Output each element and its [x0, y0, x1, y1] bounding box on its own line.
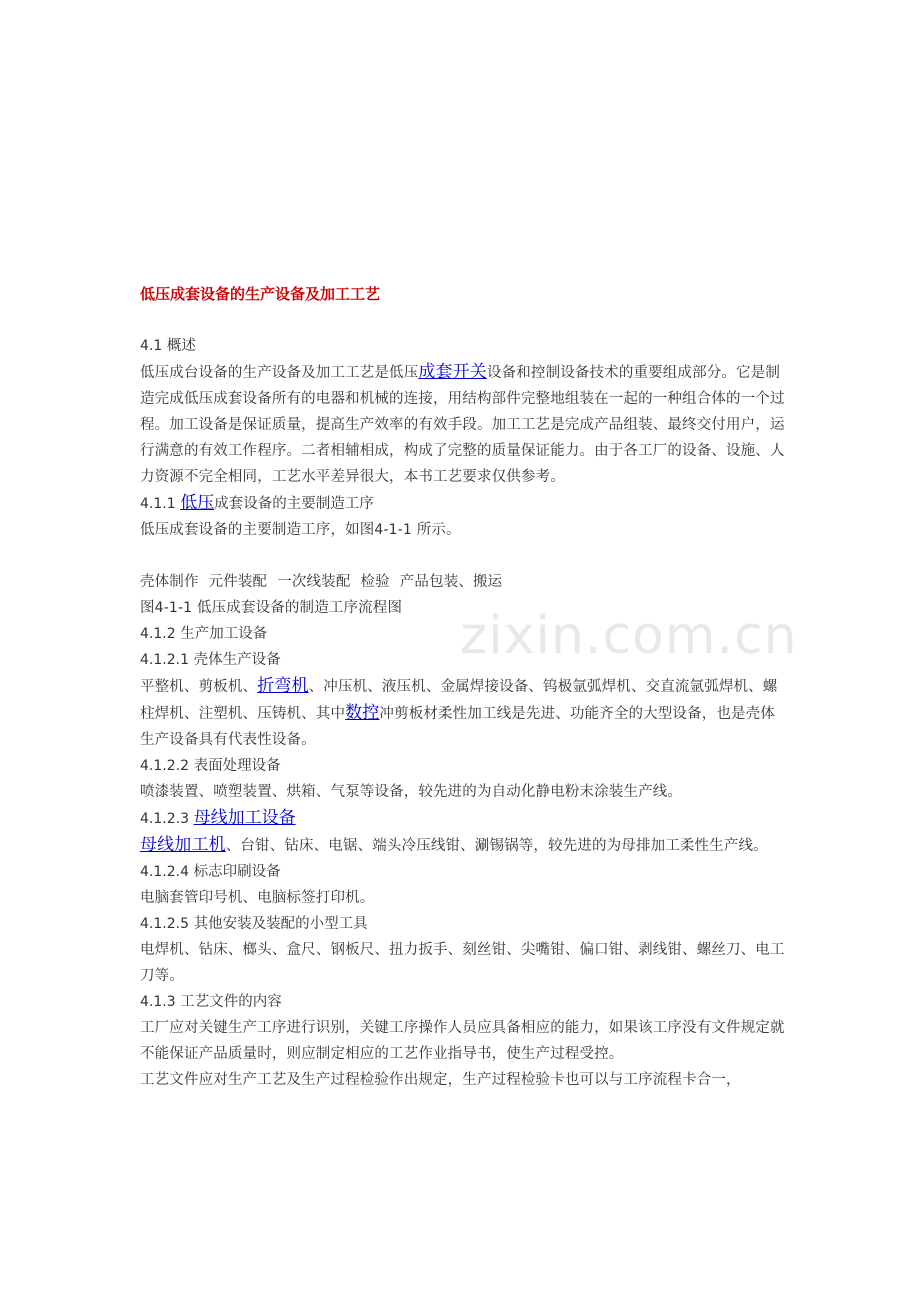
section-4-1-2-heading: [140, 621, 788, 647]
text-run: 所示。: [416, 522, 461, 538]
process-flow: [140, 569, 788, 595]
section-4-1-2-4-heading: [140, 859, 788, 885]
watermark: zixin.com.cn: [460, 606, 798, 666]
process-docs-paragraph-1: 工厂应对关键生产工序进行识别，关键工序操作人员应具备相应的能力，如果该工序没有文件规定就不能保证产品质量时，则应制定相应的工艺作业指导书，使生产过程受控。: [140, 1020, 785, 1062]
section-4-1-2-5-heading: [140, 911, 788, 937]
section-title: 表面处理设备: [193, 758, 281, 774]
figure-ref: 4-1-1: [374, 522, 412, 538]
section-number: 4.1.1: [140, 496, 176, 512]
section-title: 壳体生产设备: [193, 652, 281, 668]
flow-step: 壳体制作: [140, 574, 199, 590]
printing-equipment-paragraph: 电脑套管印号机、电脑标签打印机。: [140, 890, 375, 906]
process-docs-paragraph-2: 工艺文件应对生产工艺及生产过程检验作出规定，生产过程检验卡也可以与工序流程卡合一，: [140, 1072, 741, 1088]
surface-treatment-paragraph: 喷漆装置、喷塑装置、烘箱、气泵等设备，较先进的为自动化静电粉末涂装生产线。: [140, 784, 683, 800]
section-4-1-2-1-heading: [140, 647, 788, 673]
text-run: 低压成台设备的生产设备及加工工艺是低压: [140, 365, 419, 381]
section-number: 4.1.2.5: [140, 916, 189, 932]
section-number: 4.1: [140, 338, 163, 354]
housing-equipment-paragraph: [140, 673, 788, 753]
section-title: 其他安装及装配的小型工具: [193, 916, 368, 932]
text-run: 平整机、剪板机、: [140, 679, 258, 695]
text-run: 、台钳、钻床、电锯、端头冷压线钳、涮锡锅等，较先进的为母排加工柔性生产线。: [225, 838, 768, 854]
busbar-paragraph: [140, 832, 788, 859]
section-4-1-heading: [140, 333, 788, 359]
section-4-1-3-heading: [140, 989, 788, 1015]
spacer: [140, 543, 788, 569]
document-title: 低压成套设备的生产设备及加工工艺: [140, 285, 381, 303]
link-chengtao-kaiguan[interactable]: 成套开关: [418, 362, 487, 382]
text-run: 、冲压机、液压机、金属焊接设备、钨极氩弧焊机、交直流氩弧焊机、螺柱焊机、注塑机、压铸机、其中: [140, 679, 778, 722]
figure-caption: [140, 595, 788, 621]
section-title: 生产加工设备: [180, 626, 268, 642]
text-run: 冲剪板材柔性加工线是先进、功能齐全的大型设备，也是壳体生产设备具有代表性设备。: [140, 706, 775, 748]
figure-number: 4-1-1: [154, 600, 193, 616]
flow-step: 元件装配: [208, 574, 268, 590]
section-4-1-2-2-heading: [140, 753, 788, 779]
section-number: 4.1.2.3: [140, 811, 189, 827]
text-run: 图: [140, 600, 155, 616]
text-run: 低压成套设备的制造工序流程图: [197, 600, 403, 616]
section-4-1-1-heading: [140, 490, 788, 517]
document-page: [140, 282, 788, 1093]
flow-step: 产品包装、搬运: [399, 574, 503, 590]
section-number: 4.1.2.2: [140, 758, 189, 774]
section-number: 4.1.3: [140, 994, 176, 1010]
section-4-1-2-3-heading: [140, 805, 788, 832]
flow-step: 检验: [360, 574, 390, 590]
link-muxian-jiagongji[interactable]: 母线加工机: [140, 835, 226, 855]
section-number: 4.1.2: [140, 626, 176, 642]
section-title: 标志印刷设备: [193, 864, 281, 880]
link-zhewanji[interactable]: 折弯机: [257, 676, 309, 696]
section-title: 成套设备的主要制造工序: [214, 496, 374, 512]
text-run: 低压成套设备的主要制造工序，如图: [140, 522, 375, 538]
small-tools-paragraph: 电焊机、钻床、榔头、盒尺、钢板尺、扭力扳手、刻丝钳、尖嘴钳、偏口钳、剥线钳、螺丝刀、电工刀等。: [140, 942, 785, 984]
overview-paragraph: [140, 359, 788, 490]
link-diya[interactable]: 低压: [180, 493, 215, 513]
section-title: 概述: [166, 338, 196, 354]
link-shukong[interactable]: 数控: [345, 703, 380, 723]
link-muxian-jiagong-shebei[interactable]: 母线加工设备: [193, 808, 296, 828]
text-run: 设备和控制设备技术的重要组成部分。它是制造完成低压成套设备所有的电器和机械的连接，用结构部件完整地组装在一起的一种组合体的一个过程。加工设备是保证质量，提高生产效率的有效手段。加工工艺是完成产品组装、最终交付用户，运行满意的有效工作程序。二者相辅相成，构成了完整的质量保证能力。由于各工厂的设备、设施、人力资源不完全相同，工艺水平差异很大，本书工艺要求仅供参考。: [140, 365, 785, 485]
flow-step: 一次线装配: [277, 574, 351, 590]
section-number: 4.1.2.1: [140, 652, 189, 668]
section-number: 4.1.2.4: [140, 864, 189, 880]
section-title: 工艺文件的内容: [180, 994, 282, 1010]
process-paragraph: [140, 517, 788, 543]
